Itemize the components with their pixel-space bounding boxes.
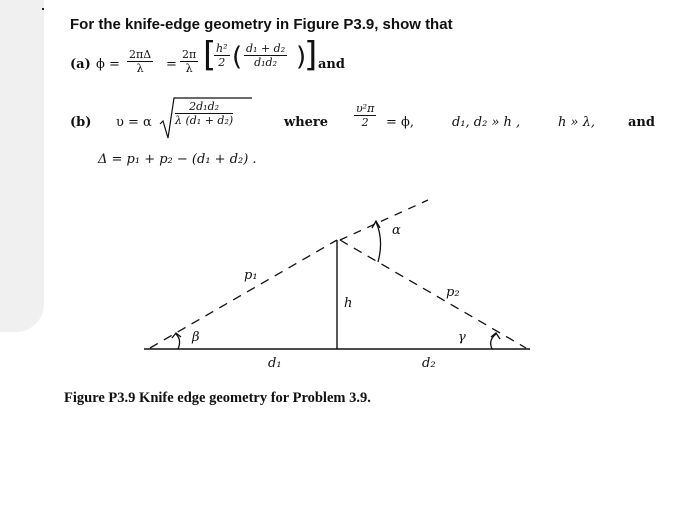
label-d1: d₁	[268, 356, 282, 371]
label-alpha: α	[392, 223, 401, 238]
frac2-denominator: λ	[185, 62, 193, 75]
where-text: where	[284, 115, 329, 130]
right-paren: )	[296, 42, 307, 72]
frac2-numerator: 2π	[182, 48, 197, 61]
h2-numerator: h²	[216, 42, 228, 55]
path-p1	[150, 240, 337, 348]
condition-height: h » λ,	[558, 115, 595, 130]
label-gamma: γ	[458, 330, 466, 345]
inner-numerator: d₁ + d₂	[246, 42, 286, 55]
part-a-label: (a)	[70, 57, 91, 72]
part-a-and: and	[318, 57, 345, 72]
label-d2: d₂	[422, 356, 436, 371]
part-b-label: (b)	[70, 115, 92, 130]
frac1-numerator: 2πΔ	[129, 48, 152, 61]
problem-heading: For the knife-edge geometry in Figure P3.9, show that	[70, 16, 453, 33]
delta-equation: Δ = p₁ + p₂ − (d₁ + d₂) .	[98, 152, 257, 167]
right-bracket: ]	[304, 35, 318, 75]
path-p2	[340, 240, 526, 348]
label-h: h	[344, 296, 353, 311]
part-b-and: and	[628, 115, 655, 130]
h2-denominator: 2	[218, 56, 226, 69]
label-p2: p₂	[446, 285, 460, 300]
left-bracket: [	[203, 35, 217, 75]
part-a-lhs: ϕ =	[96, 57, 120, 72]
condition-tail: = ϕ,	[386, 115, 415, 130]
sqrt-numerator: 2d₁d₂	[175, 100, 233, 114]
part-a-equals: =	[166, 57, 177, 72]
left-paren: (	[232, 42, 243, 72]
condition-numerator: υ²π	[356, 102, 375, 115]
condition-denominator: 2	[361, 116, 369, 129]
extension-line	[340, 200, 428, 240]
part-b-lhs: υ = α	[116, 115, 152, 130]
inner-denominator: d₁d₂	[254, 56, 278, 69]
frac1-denominator: λ	[136, 62, 144, 75]
label-p1: p₁	[244, 268, 258, 283]
figure-caption: Figure P3.9 Knife edge geometry for Problem 3.9.	[64, 390, 371, 406]
condition-distances: d₁, d₂ » h ,	[452, 115, 521, 130]
label-beta: β	[192, 330, 200, 345]
sqrt-denominator: λ (d₁ + d₂)	[175, 114, 234, 127]
